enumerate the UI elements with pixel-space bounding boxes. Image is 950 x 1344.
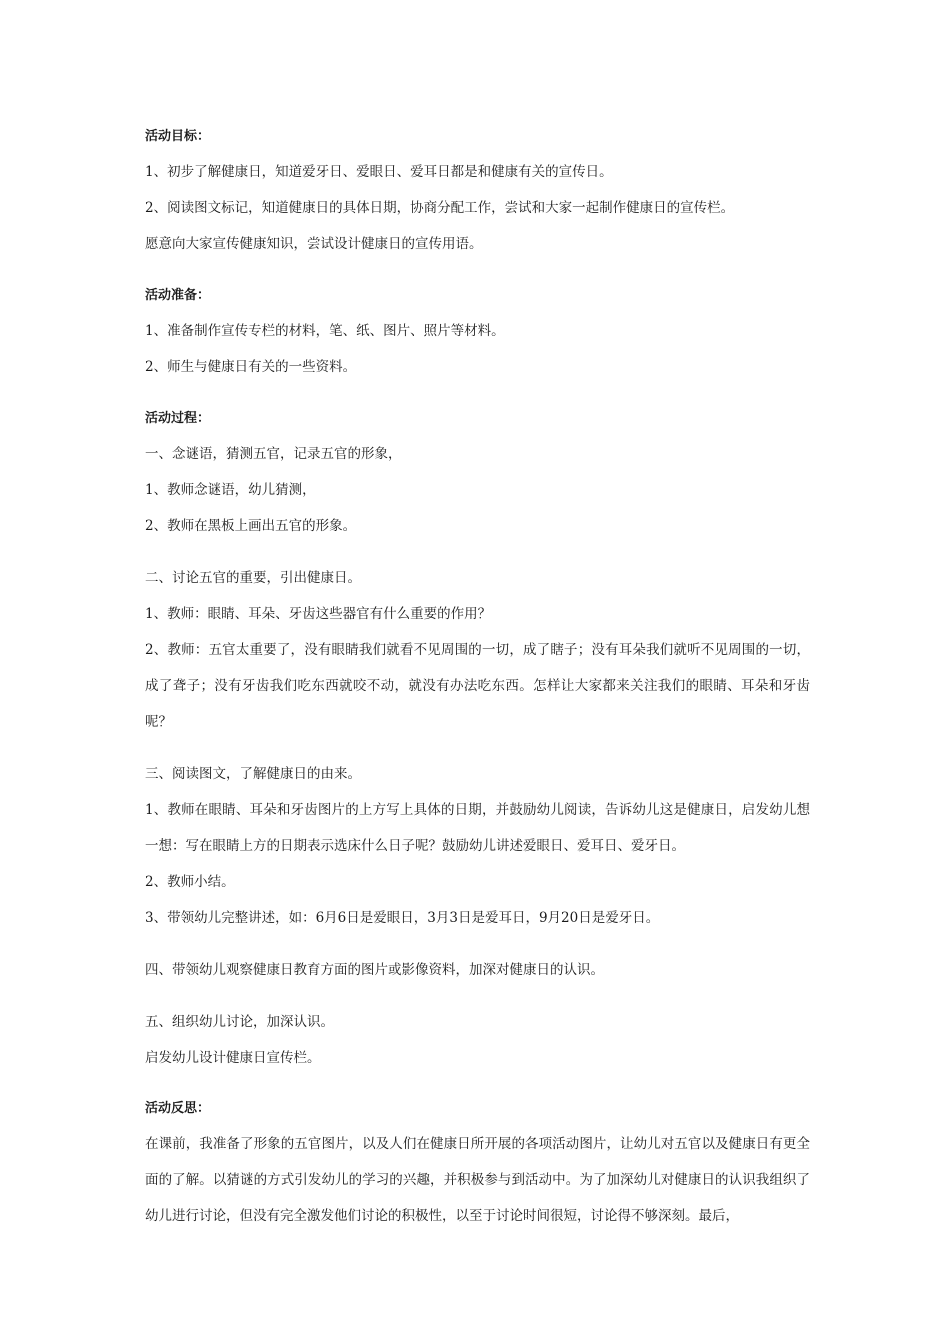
process-part2-item: 2、教师：五官太重要了，没有眼睛我们就看不见周围的一切，成了瞎子；没有耳朵我们就听不见周围的一切，成了聋子；没有牙齿我们吃东西就咬不动，就没有办法吃东西。怎样让大家都来关注我们的眼睛、耳朵和牙齿呢？ xyxy=(145,642,810,730)
process-part1-item: 1、教师念谜语，幼儿猜测， xyxy=(145,482,316,498)
process-part3-item: 1、教师在眼睛、耳朵和牙齿图片的上方写上具体的日期，并鼓励幼儿阅读，告诉幼儿这是健康日，启发幼儿想一想：写在眼睛上方的日期表示选床什么日子呢？鼓励幼儿讲述爱眼日、爱耳日、爱牙日。 xyxy=(145,802,810,854)
reflection-paragraph: 在课前，我准备了形象的五官图片，以及人们在健康日所开展的各项活动图片，让幼儿对五官以及健康日有更全面的了解。以猜谜的方式引发幼儿的学习的兴趣，并积极参与到活动中。为了加深幼儿对健康日的认识我组织了幼儿进行讨论，但没有完全激发他们讨论的积极性，以至于讨论时间很短，讨论得不够深刻。最后， xyxy=(145,1136,810,1224)
objective-item: 愿意向大家宣传健康知识，尝试设计健康日的宣传用语。 xyxy=(145,236,483,252)
reflection-heading: 活动反思： xyxy=(145,1101,211,1116)
objectives-heading: 活动目标： xyxy=(145,129,211,144)
process-part2-item: 1、教师：眼睛、耳朵、牙齿这些器官有什么重要的作用？ xyxy=(145,606,492,622)
document-page xyxy=(145,120,810,1234)
process-part3-item: 3、带领幼儿完整讲述，如：6月6日是爱眼日，3月3日是爱耳日，9月20日是爱牙日。 xyxy=(145,910,660,926)
preparation-item: 1、准备制作宣传专栏的材料，笔、纸、图片、照片等材料。 xyxy=(145,323,505,339)
process-part1-item: 2、教师在黑板上画出五官的形象。 xyxy=(145,518,357,534)
process-part2-title: 二、讨论五官的重要，引出健康日。 xyxy=(145,570,361,586)
process-part5-title: 五、组织幼儿讨论，加深认识。 xyxy=(145,1014,334,1030)
preparation-heading: 活动准备： xyxy=(145,288,211,303)
process-part5-item: 启发幼儿设计健康日宣传栏。 xyxy=(145,1050,321,1066)
preparation-item: 2、师生与健康日有关的一些资料。 xyxy=(145,359,357,375)
objective-item: 1、初步了解健康日，知道爱牙日、爱眼日、爱耳日都是和健康有关的宣传日。 xyxy=(145,164,613,180)
process-part4-title: 四、带领幼儿观察健康日教育方面的图片或影像资料，加深对健康日的认识。 xyxy=(145,962,604,978)
process-part3-title: 三、阅读图文，了解健康日的由来。 xyxy=(145,766,361,782)
process-part1-title: 一、念谜语，猜测五官，记录五官的形象， xyxy=(145,446,402,462)
process-heading: 活动过程： xyxy=(145,411,211,426)
process-part3-item: 2、教师小结。 xyxy=(145,874,235,890)
objective-item: 2、阅读图文标记，知道健康日的具体日期，协商分配工作，尝试和大家一起制作健康日的宣传栏。 xyxy=(145,200,735,216)
